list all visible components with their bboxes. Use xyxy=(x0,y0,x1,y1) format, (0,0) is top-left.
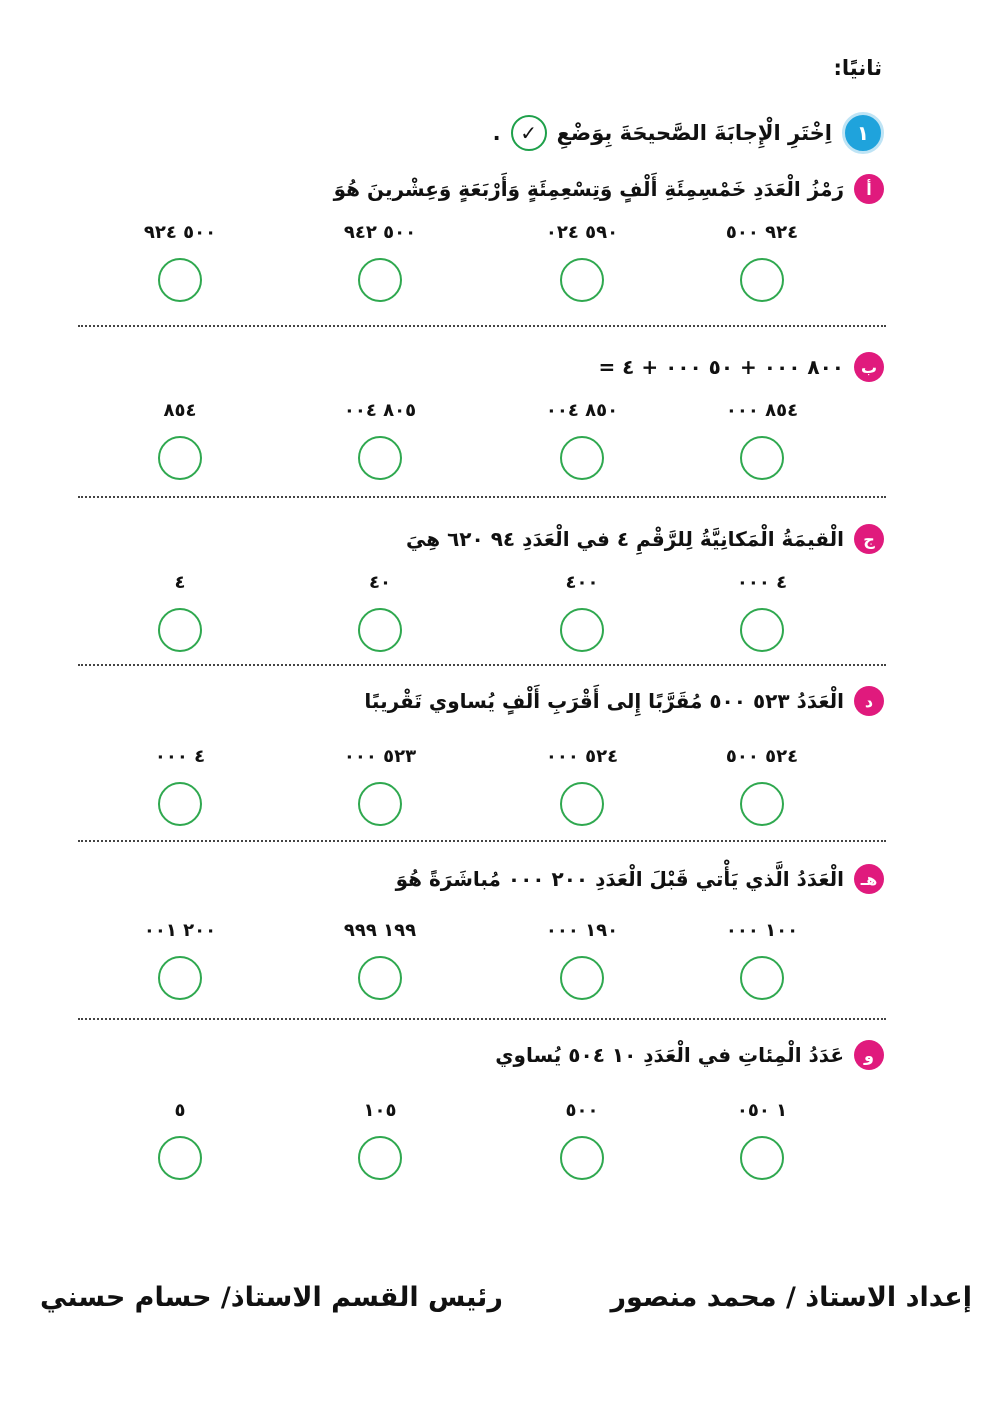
option-1[interactable] xyxy=(707,1098,817,1180)
question-letter-badge: ب xyxy=(854,352,884,382)
option-value: ٥٢٤ ٥٠٠ xyxy=(725,746,799,767)
option-value: ٤ ٠٠٠ xyxy=(154,746,206,767)
question-text: ٨٠٠ ٠٠٠ + ٥٠ ٠٠٠ + ٤ = xyxy=(598,355,844,379)
answer-circle[interactable] xyxy=(740,956,784,1000)
option-1[interactable] xyxy=(707,220,817,302)
answer-circle[interactable] xyxy=(358,1136,402,1180)
options-row xyxy=(70,918,884,1018)
option-value: ١ ٠٥٠ xyxy=(736,1100,788,1121)
question-letter-badge: أ xyxy=(854,174,884,204)
section-title: ثانيًا: xyxy=(833,56,882,80)
option-value: ٨٥٤ ٠٠٠ xyxy=(725,400,799,421)
answer-circle[interactable] xyxy=(560,436,604,480)
answer-circle[interactable] xyxy=(358,258,402,302)
option-value: ١٠٠ ٠٠٠ xyxy=(725,920,799,941)
answer-circle[interactable] xyxy=(560,1136,604,1180)
divider xyxy=(78,664,886,666)
question-b xyxy=(70,350,884,500)
option-3[interactable] xyxy=(325,744,435,826)
question-text: رَمْزُ الْعَدَدِ خَمْسِمِئَةِ أَلْفٍ وَتِسْعِمِئَةٍ وَأَرْبَعَةٍ وَعِشْرينَ هُوَ xyxy=(333,177,844,201)
option-4[interactable] xyxy=(125,220,235,302)
answer-circle[interactable] xyxy=(740,436,784,480)
option-4[interactable] xyxy=(125,1098,235,1180)
option-4[interactable] xyxy=(125,918,235,1000)
answer-circle[interactable] xyxy=(358,956,402,1000)
option-value: ٥ xyxy=(174,1100,186,1121)
question-letter-badge: د xyxy=(854,686,884,716)
option-3[interactable] xyxy=(325,1098,435,1180)
option-4[interactable] xyxy=(125,744,235,826)
option-value: ١٠٥ xyxy=(363,1100,397,1121)
question-f xyxy=(70,1038,884,1198)
option-value: ٥٢٣ ٠٠٠ xyxy=(343,746,417,767)
instruction-period: . xyxy=(492,121,501,145)
answer-circle[interactable] xyxy=(158,1136,202,1180)
question-letter-badge: ج xyxy=(854,524,884,554)
divider xyxy=(78,496,886,498)
divider xyxy=(78,840,886,842)
option-2[interactable] xyxy=(527,918,637,1000)
option-2[interactable] xyxy=(527,570,637,652)
divider xyxy=(78,1018,886,1020)
options-row xyxy=(70,570,884,670)
answer-circle[interactable] xyxy=(560,956,604,1000)
option-value: ١٩٠ ٠٠٠ xyxy=(545,920,619,941)
answer-circle[interactable] xyxy=(358,436,402,480)
question-letter-badge: و xyxy=(854,1040,884,1070)
option-value: ٥٢٤ ٠٠٠ xyxy=(545,746,619,767)
option-value: ٨٥٠ ٠٠٤ xyxy=(545,400,619,421)
options-row xyxy=(70,1098,884,1198)
answer-circle[interactable] xyxy=(740,782,784,826)
question-letter-badge: هـ xyxy=(854,864,884,894)
answer-circle[interactable] xyxy=(158,782,202,826)
option-2[interactable] xyxy=(527,744,637,826)
question-text: الْعَدَدُ ٥٢٣ ٥٠٠ مُقَرَّبًا إِلى أَقْرَبِ أَلْفٍ يُساوي تَقْريبًا xyxy=(364,689,844,713)
options-row xyxy=(70,744,884,844)
option-3[interactable] xyxy=(325,220,435,302)
option-value: ٤٠ xyxy=(369,572,391,593)
question-e xyxy=(70,862,884,1012)
option-value: ٥٠٠ ٩٢٤ xyxy=(143,222,217,243)
option-2[interactable] xyxy=(527,398,637,480)
option-value: ٨٠٥ ٠٠٤ xyxy=(343,400,417,421)
divider xyxy=(78,325,886,327)
option-value: ٥٠٠ ٩٤٢ xyxy=(343,222,417,243)
answer-circle[interactable] xyxy=(740,1136,784,1180)
instruction-number-badge: ١ xyxy=(842,112,884,154)
question-text: الْعَدَدُ الَّذي يَأْتي قَبْلَ الْعَدَدِ ٢٠٠ ٠٠٠ مُباشَرَةً هُوَ xyxy=(395,867,844,891)
question-text: الْقيمَةُ الْمَكانِيَّةُ لِلرَّقْمِ ٤ في الْعَدَدِ ٩٤ ٦٢٠ هِيَ xyxy=(406,527,844,551)
option-4[interactable] xyxy=(125,398,235,480)
answer-circle[interactable] xyxy=(560,258,604,302)
option-value: ٤ ٠٠٠ xyxy=(736,572,788,593)
answer-circle[interactable] xyxy=(740,608,784,652)
option-value: ٤٠٠ xyxy=(565,572,599,593)
question-c xyxy=(70,522,884,672)
answer-circle[interactable] xyxy=(740,258,784,302)
option-value: ٩٢٤ ٥٠٠ xyxy=(725,222,799,243)
question-d xyxy=(70,684,884,834)
instruction-text: اِخْتَرِ الْإِجابَةَ الصَّحيحَةَ بِوَضْعِ xyxy=(556,121,832,145)
option-2[interactable] xyxy=(527,220,637,302)
option-2[interactable] xyxy=(527,1098,637,1180)
answer-circle[interactable] xyxy=(560,608,604,652)
options-row xyxy=(70,398,884,498)
answer-circle[interactable] xyxy=(560,782,604,826)
option-4[interactable] xyxy=(125,570,235,652)
answer-circle[interactable] xyxy=(158,258,202,302)
answer-circle[interactable] xyxy=(358,608,402,652)
option-3[interactable] xyxy=(325,398,435,480)
prepared-by: إعداد الاستاذ / محمد منصور xyxy=(610,1282,972,1313)
checkmark-icon: ✓ xyxy=(511,115,547,151)
answer-circle[interactable] xyxy=(358,782,402,826)
option-1[interactable] xyxy=(707,570,817,652)
answer-circle[interactable] xyxy=(158,436,202,480)
department-head: رئيس القسم الاستاذ/ حسام حسني xyxy=(40,1282,503,1313)
options-row xyxy=(70,220,884,320)
instruction-row xyxy=(493,110,884,156)
option-value: ٥٠٠ xyxy=(565,1100,599,1121)
answer-circle[interactable] xyxy=(158,956,202,1000)
option-value: ٥٩٠ ٠٢٤ xyxy=(545,222,619,243)
question-a xyxy=(70,172,884,322)
option-1[interactable] xyxy=(707,398,817,480)
option-1[interactable] xyxy=(707,918,817,1000)
option-value: ٤ xyxy=(174,572,186,593)
option-1[interactable] xyxy=(707,744,817,826)
answer-circle[interactable] xyxy=(158,608,202,652)
option-value: ٢٠٠ ٠٠١ xyxy=(143,920,217,941)
option-3[interactable] xyxy=(325,570,435,652)
option-3[interactable] xyxy=(325,918,435,1000)
option-value: ١٩٩ ٩٩٩ xyxy=(343,920,417,941)
option-value: ٨٥٤ xyxy=(163,400,197,421)
question-text: عَدَدُ الْمِئاتِ في الْعَدَدِ ١٠ ٥٠٤ يُساوي xyxy=(495,1043,844,1067)
